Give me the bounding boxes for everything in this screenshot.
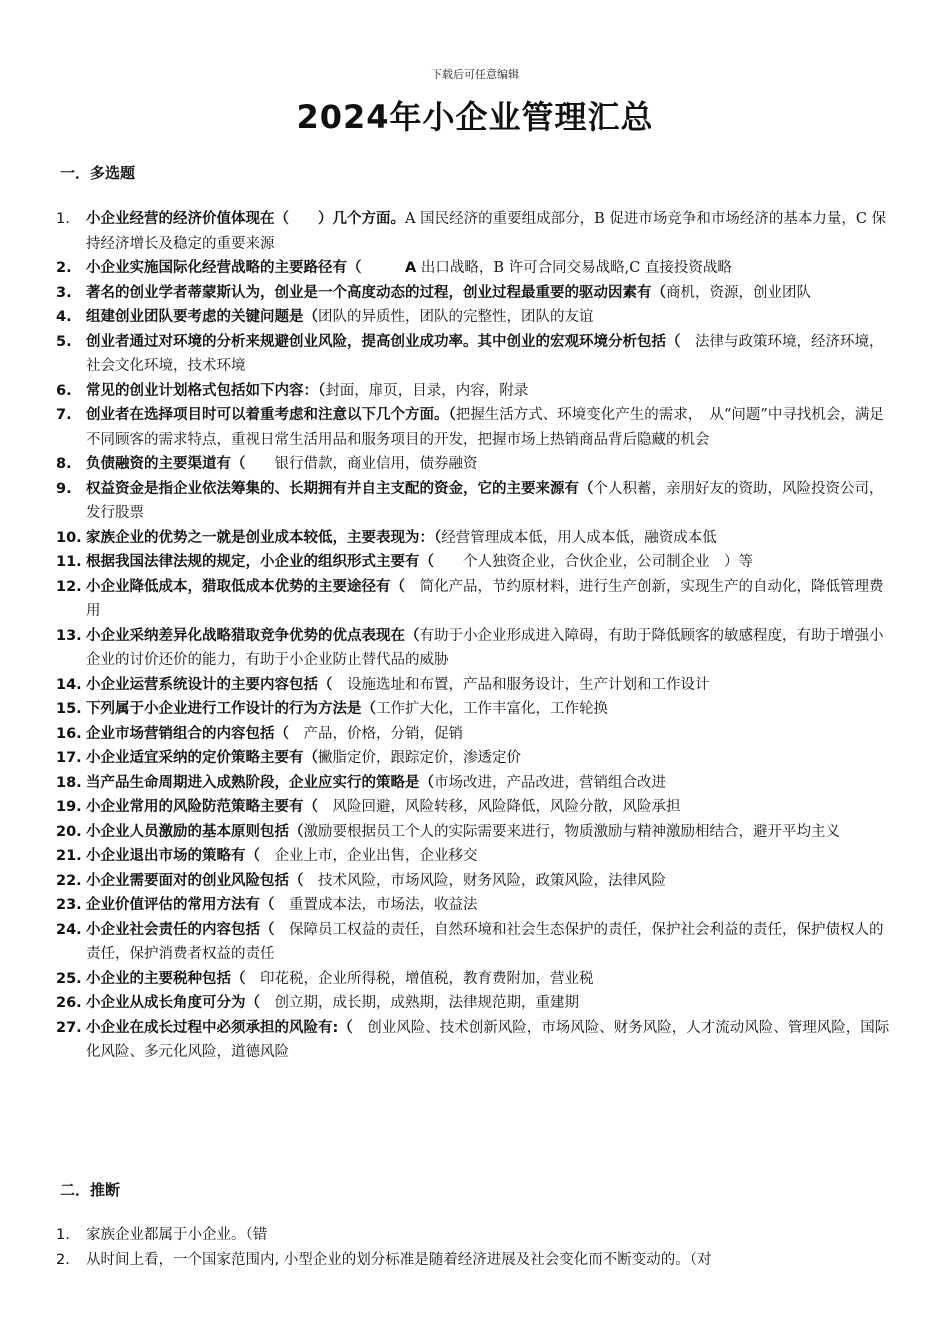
question-text: 小企业降低成本，猎取低成本优势的主要途径有（ — [86, 578, 405, 595]
list-item — [0, 1016, 950, 1065]
list-item — [0, 1248, 950, 1273]
answer-text: 银行借款，商业信用，债券融资 — [245, 456, 478, 472]
item-number: 9. — [56, 480, 72, 497]
answer-text: 创业风险、技术创新风险，市场风险、财务风险，人才流动风险、管理风险，国际化风险、多元化风险，道德风险 — [86, 1019, 890, 1060]
item-number: 10. — [56, 529, 82, 546]
item-number: 14. — [56, 676, 82, 693]
list-item — [0, 820, 950, 845]
answer-text: 简化产品，节约原材料，进行生产创新，实现生产的自动化，降低管理费用 — [86, 578, 884, 619]
answer-text: 创立期，成长期，成熟期，法律规范期，重建期 — [260, 995, 579, 1011]
answer-text: 撇脂定价，跟踪定价，渗透定价 — [318, 750, 521, 766]
item-number: 24. — [56, 921, 82, 938]
question-text: 小企业社会责任的内容包括（ — [86, 921, 275, 938]
list-item — [0, 893, 950, 918]
item-number: 1. — [56, 1227, 70, 1243]
list-item — [0, 403, 950, 452]
list-item — [0, 379, 950, 404]
answer-text: 企业上市，企业出售，企业移交 — [260, 848, 478, 864]
item-number: 20. — [56, 823, 82, 840]
list-item — [0, 575, 950, 624]
answer-text: 个人积蓄，亲朋好友的资助，风险投资公司，发行股票 — [86, 480, 884, 521]
question-text: 小企业的主要税种包括（ — [86, 970, 246, 987]
item-number: 2. — [56, 260, 72, 276]
answer-text: 出口战略，B 许可合同交易战略,C 直接投资战略 — [416, 260, 732, 276]
list-item — [0, 550, 950, 575]
item-number: 23. — [56, 897, 82, 913]
question-text: 权益资金是指企业依法筹集的、长期拥有并自主支配的资金，它的主要来源有（ — [86, 480, 594, 497]
item-number: 6. — [56, 382, 72, 399]
list-item — [0, 526, 950, 551]
answer-text: 技术风险，市场风险，财务风险，政策风险，法律风险 — [303, 872, 666, 889]
answer-text: A 国民经济的重要组成部分，B 促进市场竞争和市场经济的基本力量，C 保持经济增长及稳定的重要来源 — [86, 211, 887, 252]
question-text: 小企业常用的风险防范策略主要有（ — [86, 799, 318, 815]
answer-text: 产品，价格，分销，促销 — [289, 725, 463, 742]
item-number: 16. — [56, 725, 82, 742]
list-item — [0, 281, 950, 306]
answer-text: 封面，扉页，目录，内容，附录 — [325, 382, 529, 399]
list-item — [0, 673, 950, 698]
answer-text: 小型企业的划分标准是随着经济进展及社会变化而不断变动的。（对 — [279, 1251, 712, 1268]
question-text: 企业价值评估的常用方法有（ — [86, 897, 275, 913]
question-text: 小企业在成长过程中必须承担的风险有:（ — [86, 1019, 353, 1036]
question-text: 小企业人员激励的基本原则包括（ — [86, 823, 304, 840]
question-text: 从时间上看，一个国家范围内, — [86, 1251, 280, 1268]
list-item — [0, 305, 950, 330]
answer-text: 经营管理成本低，用人成本低，融资成本低 — [441, 529, 717, 546]
item-number: 3. — [56, 284, 72, 301]
question-text: 创业者在选择项目时可以着重考虑和注意以下几个方面。（ — [86, 407, 456, 423]
list-item — [0, 771, 950, 796]
item-number: 5. — [56, 333, 72, 350]
item-number: 17. — [56, 750, 82, 766]
question-text: 常见的创业计划格式包括如下内容：（ — [86, 382, 326, 399]
list-item — [0, 330, 950, 379]
question-text: 著名的创业学者蒂蒙斯认为，创业是一个高度动态的过程，创业过程最重要的驱动因素有（ — [86, 284, 666, 301]
question-text: 小企业实施国际化经营战略的主要路径有（ A — [86, 260, 417, 276]
list-item — [0, 722, 950, 747]
answer-text: 风险回避，风险转移，风险降低，风险分散，风险承担 — [318, 799, 681, 815]
section-heading-judgement: 二．推断 — [60, 1181, 121, 1199]
answer-text: 团队的异质性，团队的完整性，团队的友谊 — [318, 309, 594, 325]
item-number: 2. — [56, 1251, 70, 1268]
list-item — [0, 918, 950, 967]
item-number: 8. — [56, 456, 72, 472]
list-item — [0, 869, 950, 894]
question-text: 小企业退出市场的策略有（ — [86, 848, 260, 864]
list-item — [0, 1223, 950, 1248]
answer-text: 印花税，企业所得税，增值税，教育费附加，营业税 — [245, 970, 594, 987]
item-number: 7. — [56, 407, 72, 423]
item-number: 18. — [56, 774, 82, 791]
list-item — [0, 207, 950, 256]
item-number: 19. — [56, 799, 82, 815]
item-number: 4. — [56, 309, 72, 325]
question-text: 小企业从成长角度可分为（ — [86, 995, 260, 1011]
multiple-choice-list — [0, 207, 950, 1065]
question-text: 小企业采纳差异化战略猎取竞争优势的优点表现在（ — [86, 627, 420, 644]
page-title: 2024年小企业管理汇总 — [296, 98, 654, 136]
answer-text: 重置成本法，市场法，收益法 — [274, 897, 478, 913]
answer-text: 市场改进，产品改进，营销组合改进 — [434, 774, 666, 791]
question-text: 组建创业团队要考虑的关键问题是（ — [86, 309, 318, 325]
answer-text: 个人独资企业，合伙企业，公司制企业 ）等 — [434, 554, 753, 570]
question-text: 当产品生命周期进入成熟阶段，企业应实行的策略是（ — [86, 774, 434, 791]
question-text: 小企业经营的经济价值体现在（ ）几个方面。 — [86, 211, 405, 227]
item-number: 21. — [56, 848, 82, 864]
item-number: 1. — [56, 211, 70, 227]
item-number: 15. — [56, 701, 82, 717]
question-text: 企业市场营销组合的内容包括（ — [86, 725, 289, 742]
answer-text: 把握生活方式、环境变化产生的需求， 从“问题”中寻找机会，满足不同顾客的需求特点，重视日常生活用品和服务项目的开发，把握市场上热销商品背后隐藏的机会 — [86, 407, 884, 448]
list-item — [0, 624, 950, 673]
question-text: 家族企业的优势之一就是创业成本较低，主要表现为：（ — [86, 529, 442, 546]
answer-text: 工作扩大化，工作丰富化，工作轮换 — [376, 701, 608, 717]
list-item — [0, 452, 950, 477]
question-text: 小企业适宜采纳的定价策略主要有（ — [86, 750, 318, 766]
item-number: 27. — [56, 1019, 82, 1036]
question-text: 小企业需要面对的创业风险包括（ — [86, 872, 304, 889]
list-item — [0, 844, 950, 869]
section-heading-multiple-choice: 一．多选题 — [60, 164, 136, 182]
header-note: 下载后可任意编辑 — [431, 68, 519, 81]
question-text: 负债融资的主要渠道有（ — [86, 456, 246, 472]
item-number: 11. — [56, 554, 82, 570]
list-item — [0, 697, 950, 722]
question-text: 创业者通过对环境的分析来规避创业风险，提高创业成功率。其中创业的宏观环境分析包括（ — [86, 333, 681, 350]
list-item — [0, 967, 950, 992]
item-number: 12. — [56, 578, 82, 595]
answer-text: 激励要根据员工个人的实际需要来进行，物质激励与精神激励相结合，避开平均主义 — [303, 823, 840, 840]
item-number: 13. — [56, 627, 82, 644]
answer-text: 法律与政策环境，经济环境，社会文化环境，技术环境 — [86, 333, 884, 374]
answer-text: 保障员工权益的责任，自然环境和社会生态保护的责任，保护社会利益的责任，保护债权人的责任，保护消费者权益的责任 — [86, 921, 884, 962]
list-item — [0, 746, 950, 771]
list-item — [0, 256, 950, 281]
answer-text: 商机，资源，创业团队 — [666, 284, 811, 301]
list-item — [0, 795, 950, 820]
answer-text: 有助于小企业形成进入障碍，有助于降低顾客的敏感程度，有助于增强小企业的讨价还价的能力，有助于小企业防止替代品的威胁 — [86, 627, 884, 668]
judgement-list — [0, 1223, 950, 1272]
question-text: 小企业运营系统设计的主要内容包括（ — [86, 676, 333, 693]
answer-text: 错 — [252, 1227, 268, 1243]
question-text: 家族企业都属于小企业。（ — [86, 1227, 253, 1243]
answer-text: 设施选址和布置，产品和服务设计，生产计划和工作设计 — [332, 676, 710, 693]
question-text: 下列属于小企业进行工作设计的行为方法是（ — [86, 701, 376, 717]
list-item — [0, 477, 950, 526]
item-number: 26. — [56, 995, 82, 1011]
list-item — [0, 991, 950, 1016]
question-text: 根据我国法律法规的规定，小企业的组织形式主要有（ — [86, 554, 434, 570]
item-number: 22. — [56, 872, 82, 889]
item-number: 25. — [56, 970, 82, 987]
